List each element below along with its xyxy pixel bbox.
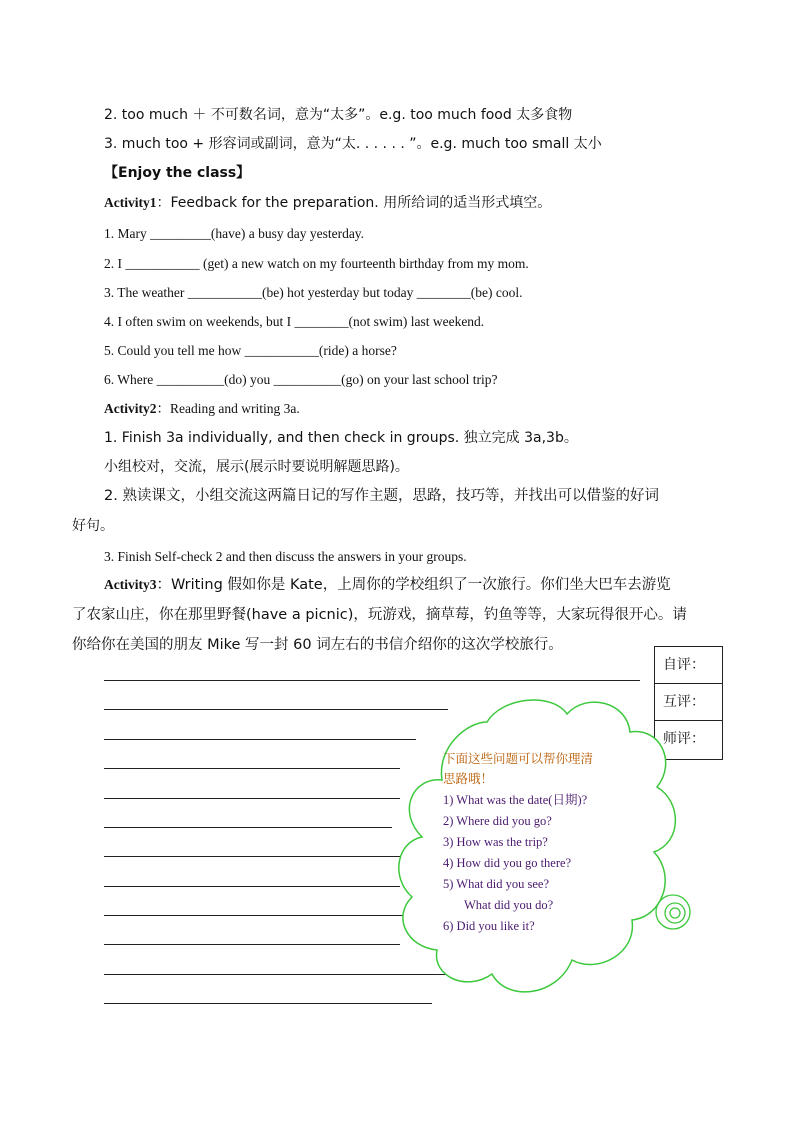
question-4: 4. I often swim on weekends, but I ________(not swim) last weekend. (104, 314, 485, 329)
writing-line[interactable] (104, 915, 416, 916)
writing-line[interactable] (104, 886, 400, 887)
activity3-instruction-cont1: 了农家山庄，你在那里野餐(have a picnic)，玩游戏，摘草莓，钓鱼等等，大家玩得很开心。请 (72, 607, 687, 623)
activity2-item-1-text: 1. Finish 3a individually, and then check in groups. 独立完成 3a,3b。 (104, 430, 578, 446)
note-much-too: 3. much too + 形容词或副词，意为“太. . . . . . ”。e.g. much too small 太小 (104, 136, 602, 152)
activity2-item-3: 3. Finish Self-check 2 and then discuss the answers in your groups. (104, 549, 467, 564)
activity2-instruction: ：Reading and writing 3a. (156, 401, 300, 416)
cloud-question-5b: What did you do? (464, 898, 554, 912)
peer-eval-label: 互评： (663, 694, 705, 710)
writing-line[interactable] (104, 944, 400, 945)
cloud-title-line1: 下面这些问题可以帮你理清 (443, 751, 594, 766)
activity1-label: Activity1 (104, 195, 157, 210)
cloud-question-4: 4) How did you go there? (443, 856, 572, 870)
note-too-much: 2. too much ＋ 不可数名词，意为“太多”。e.g. too much food 太多食物 (104, 107, 573, 123)
question-5: 5. Could you tell me how ___________(ride) a horse? (104, 343, 397, 358)
cloud-question-3: 3) How was the trip? (443, 835, 548, 849)
activity3-header (104, 576, 671, 594)
cloud-bubble-small (670, 908, 680, 918)
question-2: 2. I ___________ (get) a new watch on my fourteenth birthday from my mom. (104, 256, 529, 271)
writing-line[interactable] (104, 827, 392, 828)
teacher-eval-label: 师评： (663, 731, 705, 747)
writing-line[interactable] (104, 768, 400, 769)
activity1-instruction: ：Feedback for the preparation. 用所给词的适当形式填空。 (156, 195, 552, 211)
question-1: 1. Mary _________(have) a busy day yesterday. (104, 226, 365, 241)
cloud-question-1: 1) What was the date(日期)? (443, 793, 588, 807)
writing-line[interactable] (104, 739, 416, 740)
question-6: 6. Where __________(do) you __________(go) on your last school trip? (104, 372, 498, 387)
activity2-label: Activity2 (104, 401, 157, 416)
writing-line[interactable] (104, 1003, 432, 1004)
activity3-instruction-cont2: 你给你在美国的朋友 Mike 写一封 60 词左右的书信介绍你的这次学校旅行。 (72, 637, 563, 653)
activity2-header (104, 400, 300, 418)
cloud-question-6: 6) Did you like it? (443, 919, 535, 933)
section-heading-enjoy: 【Enjoy the class】 (104, 165, 251, 181)
activity2-item-2: 2. 熟读课文，小组交流这两篇日记的写作主题，思路，技巧等，并找出可以借鉴的好词 (104, 488, 659, 504)
self-eval-label: 自评： (663, 657, 705, 673)
cloud-question-5: 5) What did you see? (443, 877, 549, 891)
question-3: 3. The weather ___________(be) hot yesterday but today ________(be) cool. (104, 285, 523, 300)
activity3-label: Activity3 (104, 577, 157, 592)
cloud-question-2: 2) Where did you go? (443, 814, 552, 828)
activity2-item-2-cont: 好句。 (72, 518, 114, 534)
writing-line[interactable] (104, 680, 640, 681)
activity3-instruction: ：Writing 假如你是 Kate，上周你的学校组织了一次旅行。你们坐大巴车去游览 (156, 577, 671, 593)
activity2-item-1-cont: 小组校对，交流，展示(展示时要说明解题思路)。 (104, 459, 409, 475)
writing-line[interactable] (104, 798, 400, 799)
thought-cloud (392, 692, 694, 1008)
activity1-header (104, 194, 551, 212)
activity2-item-1 (104, 429, 578, 447)
cloud-title-line2: 思路哦！ (443, 771, 494, 786)
cloud-bubble-medium (665, 903, 685, 923)
self-eval-row[interactable] (655, 647, 722, 684)
writing-line[interactable] (104, 856, 408, 857)
